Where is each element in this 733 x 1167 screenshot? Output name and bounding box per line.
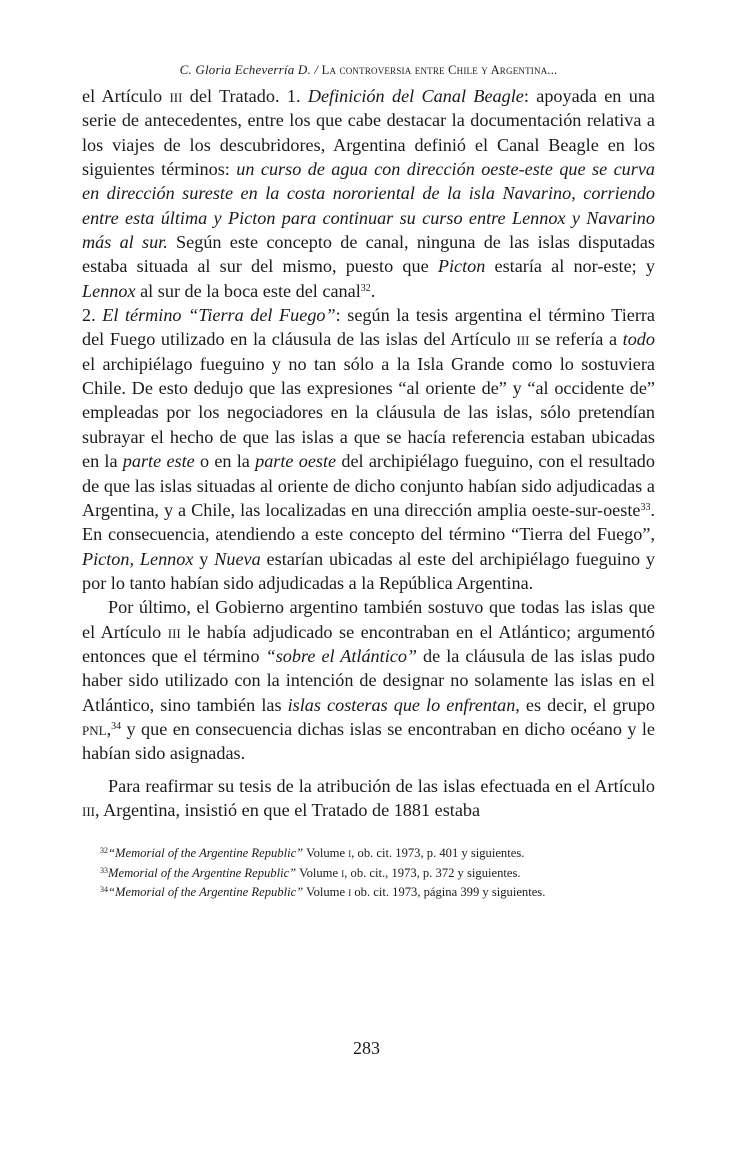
footnote-ref: 34 <box>100 885 108 895</box>
running-head <box>82 62 655 78</box>
text-run: del archipiélago fueguino, con el resultado de que las islas situadas al oriente de dicho conjunto habían sido adjudicadas a Argentina, y a Chile, las localizadas en una dirección amplia oeste-sur-oeste <box>82 451 655 520</box>
text-run: , es decir, el grupo <box>515 694 655 715</box>
text-run: , <box>106 718 112 739</box>
text-run: 2. <box>82 305 103 326</box>
text-run: : apoyada en una serie de antecedentes, entre los que cabe destacar la documentación relativa a los viajes de los descubridores, Argentina definió el Canal Beagle en los siguientes términos: <box>82 86 655 180</box>
text-run: Volume <box>296 865 342 880</box>
footnote-ref: 33 <box>100 865 108 875</box>
text-run: se refería a <box>529 329 623 350</box>
text-run: . <box>370 280 376 301</box>
running-head-separator: / <box>310 62 322 77</box>
text-run: estarían ubicadas al este del archipiélago fueguino y por lo tanto habían sido adjudicadas a la República Argentina. <box>82 548 655 593</box>
running-head-author: C. Gloria Echeverría D. <box>179 62 311 77</box>
footnote-ref: 32 <box>360 282 371 294</box>
italic-text: parte oeste <box>255 451 337 472</box>
small-caps-text: i <box>341 865 345 880</box>
text-run: o en la <box>194 451 256 472</box>
italic-text: Memorial of the Argentine Republic” <box>108 865 297 880</box>
paragraph <box>82 595 655 765</box>
small-caps-text: iii <box>82 799 95 820</box>
small-caps-text: i <box>348 885 352 900</box>
text-run: de la cláusula de las islas pudo haber sido utilizado con la intención de designar no solamente las islas en el Atlántico, sino también las <box>82 645 655 715</box>
small-caps-text: i <box>348 846 352 861</box>
text-run: el archipiélago fueguino y no tan sólo a la Isla Grande como lo sostuviera Chile. De esto dedujo que las expresiones “al oriente de” y “al occidente de” empleadas por los negociadores en la cláusula de las islas, sólo pretendían subrayar el hecho de que las islas a que se hacía referencia estaban ubicadas en la <box>82 353 655 472</box>
footnote <box>82 844 655 863</box>
italic-text: Definición del Canal Beagle <box>307 86 524 106</box>
running-head-title: La controversia entre Chile y Argentina... <box>321 63 558 77</box>
text-run: le había adjudicado se encontraban en el Atlántico; argumentó entonces que el término <box>82 621 655 666</box>
italic-text: “Memorial of the Argentine Republic” <box>108 846 304 861</box>
text-run: Según este concepto de canal, ninguna de las islas disputadas estaba situada al sur del mismo, puesto que <box>82 232 655 277</box>
italic-text: parte este <box>122 451 195 472</box>
small-caps-text: iii <box>167 621 181 642</box>
small-caps-text: iii <box>169 86 183 106</box>
text-run: . En consecuencia, atendiendo a este concepto del término “Tierra del Fuego”, <box>82 499 655 545</box>
italic-text: un curso de agua con dirección oeste-este que se curva en dirección sureste en la costa nororiental de la isla Navarino, corriendo entre esta última y Picton para continuar su curso entre Lennox y Navarino más al sur. <box>82 159 655 253</box>
text-run: , ob. cit. 1973, p. 401 y siguientes. <box>351 846 525 861</box>
italic-text: Picton <box>437 256 486 277</box>
text-run: , ob. cit., 1973, p. 372 y siguientes. <box>344 865 521 880</box>
text-run: Para reafirmar su tesis de la atribución de las islas efectuada en el Artículo <box>108 775 655 796</box>
footnote <box>82 883 655 902</box>
footnote <box>82 864 655 883</box>
italic-text: Nueva <box>214 548 261 569</box>
italic-text: “Memorial of the Argentine Republic” <box>108 885 304 900</box>
text-run: al sur de la boca este del canal <box>135 280 361 301</box>
footnote-ref: 32 <box>100 846 108 856</box>
footnote-ref: 33 <box>640 501 651 513</box>
text-run: , Argentina, insistió en que el Tratado de 1881 estaba <box>95 799 481 820</box>
text-run: el Artículo <box>82 86 170 106</box>
italic-text: Picton, Lennox <box>82 548 194 569</box>
italic-text: Lennox <box>82 280 136 301</box>
footnotes <box>82 844 655 902</box>
text-run: : según la tesis argentina el término Tierra del Fuego utilizado en la cláusula de las islas del Artículo <box>82 305 656 350</box>
text-run: y que en consecuencia dichas islas se encontraban en dicho océano y le habían sido asignadas. <box>82 718 655 764</box>
italic-text: todo <box>622 329 655 350</box>
text-run: estaría al nor-este; y <box>485 256 655 277</box>
text-run: del Tratado. 1. <box>182 86 308 106</box>
text-run: Por último, el Gobierno argentino también sostuvo que todas las islas que el Artículo <box>82 597 655 642</box>
text-run: ob. cit. 1973, página 399 y siguientes. <box>351 885 546 900</box>
paragraph <box>82 774 655 823</box>
paragraph <box>82 303 655 595</box>
footnote-ref: 34 <box>111 720 122 732</box>
italic-text: El término “Tierra del Fuego” <box>102 305 336 326</box>
small-caps-text: pnl <box>82 718 107 739</box>
text-run: Volume <box>303 885 349 900</box>
body-text <box>82 84 655 822</box>
small-caps-text: iii <box>516 329 530 350</box>
text-run: y <box>193 548 215 569</box>
page-number: 283 <box>353 1038 380 1058</box>
italic-text: “sobre el Atlántico” <box>265 645 418 666</box>
text-run: Volume <box>303 846 349 861</box>
italic-text: islas costeras que lo enfrentan <box>287 694 516 715</box>
paragraph <box>82 84 655 303</box>
